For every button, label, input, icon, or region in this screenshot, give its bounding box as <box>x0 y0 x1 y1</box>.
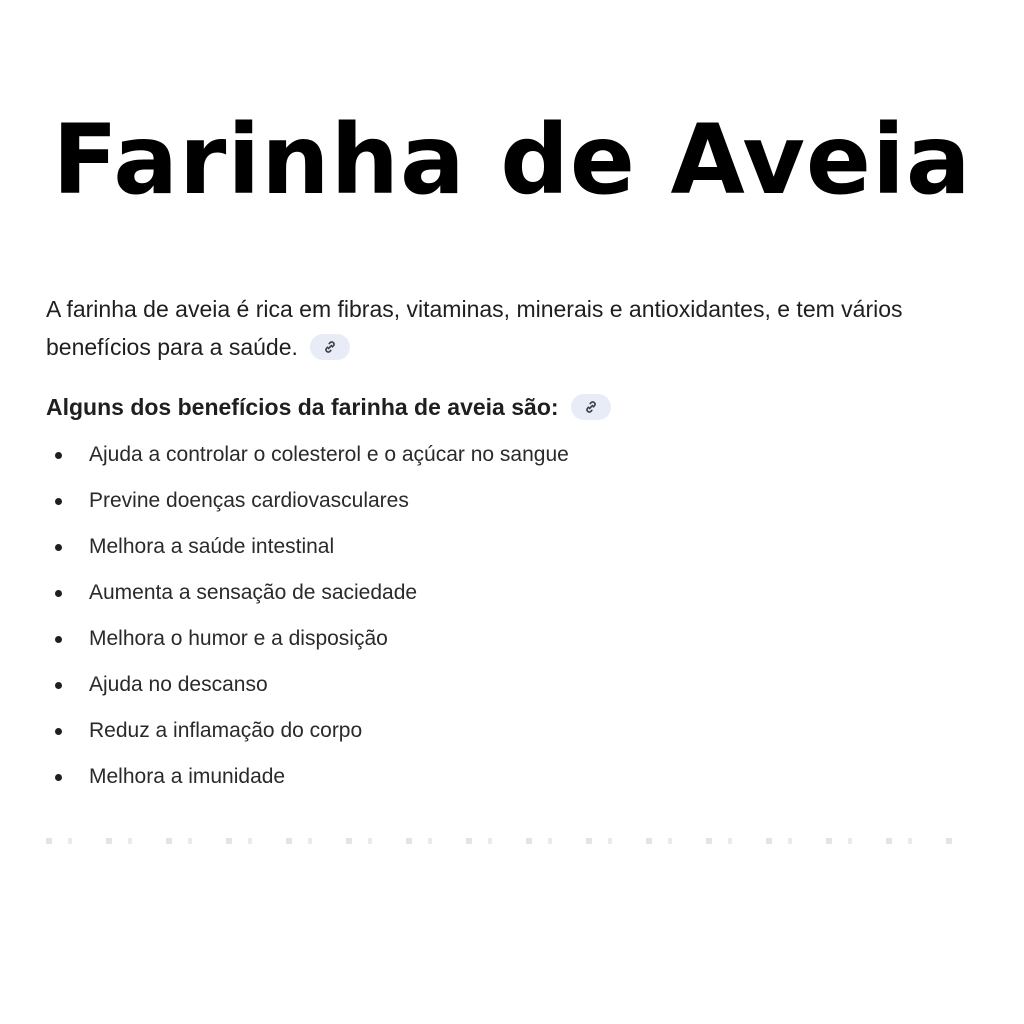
list-item-text: Melhora a saúde intestinal <box>89 535 335 558</box>
source-link-chip[interactable] <box>571 394 611 420</box>
link-icon <box>323 340 337 354</box>
answer-content <box>46 290 996 800</box>
bullet-icon <box>55 452 62 459</box>
list-item <box>46 570 996 616</box>
bullet-icon <box>55 590 62 597</box>
page-title: Farinha de Aveia <box>52 104 972 216</box>
list-item <box>46 662 996 708</box>
list-item <box>46 432 996 478</box>
bullet-icon <box>55 636 62 643</box>
list-item <box>46 754 996 800</box>
bullet-icon <box>55 682 62 689</box>
intro-text: A farinha de aveia é rica em fibras, vitaminas, minerais e antioxidantes, e tem vários benefícios para a saúde. <box>46 296 903 360</box>
benefits-heading <box>46 388 996 426</box>
bullet-icon <box>55 774 62 781</box>
list-item <box>46 708 996 754</box>
bullet-icon <box>55 498 62 505</box>
benefits-heading-text: Alguns dos benefícios da farinha de aveia são: <box>46 394 559 420</box>
bullet-icon <box>55 728 62 735</box>
list-item-text: Reduz a inflamação do corpo <box>89 719 363 742</box>
list-item <box>46 616 996 662</box>
list-item-text: Melhora o humor e a disposição <box>89 627 388 650</box>
list-item-text: Ajuda a controlar o colesterol e o açúcar no sangue <box>89 443 569 466</box>
intro-paragraph <box>46 290 996 366</box>
cropped-text-line <box>46 838 966 844</box>
list-item <box>46 524 996 570</box>
source-link-chip[interactable] <box>310 334 350 360</box>
list-item-text: Ajuda no descanso <box>89 673 268 696</box>
list-item-text: Aumenta a sensação de saciedade <box>89 581 418 604</box>
list-item-text: Previne doenças cardiovasculares <box>89 489 409 512</box>
list-item-text: Melhora a imunidade <box>89 765 286 788</box>
link-icon <box>584 400 598 414</box>
list-item <box>46 478 996 524</box>
benefits-list <box>46 432 996 800</box>
bullet-icon <box>55 544 62 551</box>
